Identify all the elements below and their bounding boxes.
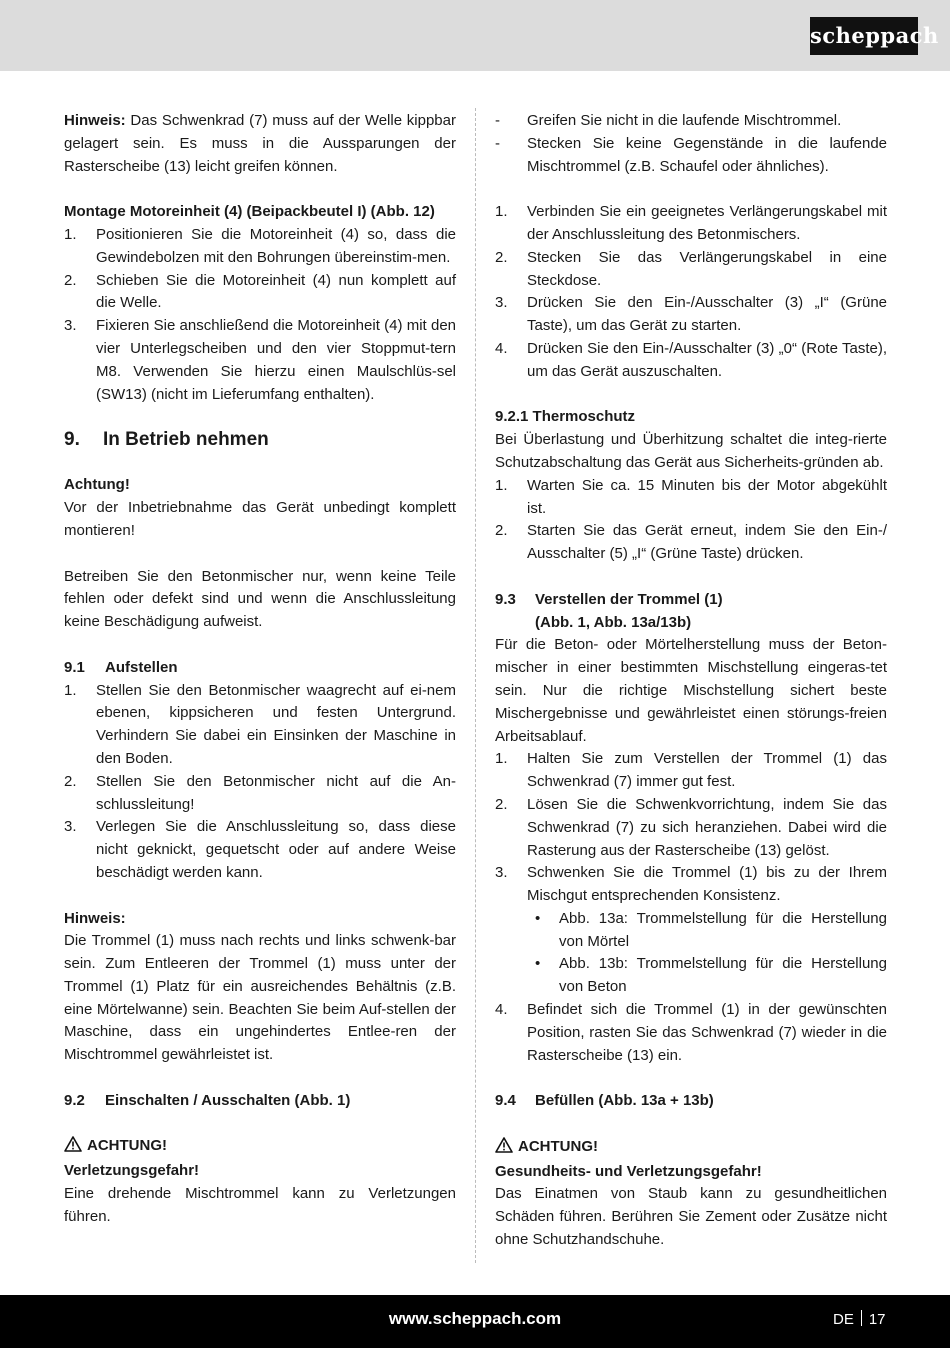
scheppach-logo: scheppach bbox=[810, 17, 918, 55]
achtung-label: Achtung! bbox=[64, 476, 130, 494]
item-text: Befindet sich die Trommel (1) in der gewünschten Position, rasten Sie das Schwenkrad (7) wieder in die Rasterscheibe (13) ein. bbox=[527, 1001, 887, 1064]
betreiben-paragraph: Betreiben Sie den Betonmischer nur, wenn keine Teile fehlen oder defekt sind und wenn die Anschlussleitung keine Beschädigung aufweist. bbox=[64, 567, 456, 631]
switch-steps bbox=[495, 201, 887, 383]
list-item bbox=[64, 816, 456, 884]
item-number: 1. bbox=[495, 203, 508, 221]
item-number: 3. bbox=[495, 294, 508, 312]
list-item bbox=[495, 201, 887, 247]
item-text: Abb. 13a: Trommelstellung für die Herstellung von Mörtel bbox=[559, 909, 887, 950]
item-text: Drücken Sie den Ein-/Ausschalter (3) „I“ (Grüne Taste), um das Gerät zu starten. bbox=[527, 294, 887, 335]
item-text: Positionieren Sie die Motoreinheit (4) so, dass die Gewindebolzen mit den Bohrungen übereinstim-men. bbox=[96, 225, 456, 266]
warning-text: Das Einatmen von Staub kann zu gesundheitlichen Schäden führen. Berühren Sie Zement oder Zusätze nicht ohne Schutzhandschuhe. bbox=[495, 1185, 887, 1249]
aufstellen-steps bbox=[64, 680, 456, 885]
item-number: 4. bbox=[495, 339, 508, 357]
item-number: 2. bbox=[64, 772, 77, 790]
item-text: Stellen Sie den Betonmischer nicht auf die An-schlussleitung! bbox=[96, 772, 456, 813]
item-text: Warten Sie ca. 15 Minuten bis der Motor abgekühlt ist. bbox=[527, 476, 887, 517]
montage-title: Montage Motoreinheit (4) (Beipackbeutel I) (Abb. 12) bbox=[64, 203, 435, 221]
header-bar bbox=[0, 0, 950, 71]
item-number: 2. bbox=[495, 795, 508, 813]
list-item bbox=[495, 748, 887, 794]
warning-heading bbox=[495, 1136, 887, 1161]
warning-label: ACHTUNG! bbox=[518, 1137, 598, 1155]
item-text: Greifen Sie nicht in die laufende Mischtrommel. bbox=[527, 112, 842, 129]
section-9-2-1-heading: 9.2.1 Thermoschutz bbox=[495, 408, 636, 426]
right-column bbox=[495, 110, 887, 1252]
hinweis-text: Die Trommel (1) muss nach rechts und links schwenk-bar sein. Zum Entleeren der Trommel (1) muss unter der Trommel (1) Platz für ein ausreichendes Behältnis (z.B. eine Mörtelwanne) sein. Beachten Sie beim Auf-stellen der Maschine, dass ein ungehindertes Entlee-ren der Mischtrommel gewährleistet ist. bbox=[64, 932, 456, 1064]
trommel-steps bbox=[495, 748, 887, 1067]
warning-subtitle: Gesundheits- und Verletzungsgefahr! bbox=[495, 1162, 762, 1180]
item-text: Halten Sie zum Verstellen der Trommel (1) das Schwenkrad (7) immer gut fest. bbox=[527, 750, 887, 791]
item-bullet: • bbox=[535, 955, 541, 973]
item-bullet: - bbox=[495, 134, 500, 152]
bullet-item bbox=[495, 908, 887, 954]
section-9-3-heading bbox=[495, 589, 887, 612]
list-item bbox=[495, 247, 887, 293]
item-number: 1. bbox=[495, 750, 508, 768]
thermoschutz-steps bbox=[495, 475, 887, 566]
item-number: 2. bbox=[495, 248, 508, 266]
item-text: Drücken Sie den Ein-/Ausschalter (3) „0“ (Rote Taste), um das Gerät auszuschalten. bbox=[527, 339, 887, 380]
item-text: Stecken Sie das Verlängerungskabel in eine Steckdose. bbox=[527, 248, 887, 289]
item-text: Verbinden Sie ein geeignetes Verlängerungskabel mit der Anschlussleitung des Betonmischers. bbox=[527, 203, 887, 243]
item-text: Abb. 13b: Trommelstellung für die Herstellung von Beton bbox=[559, 955, 887, 996]
section-number: 9.1 bbox=[64, 658, 85, 676]
section-number: 9.4 bbox=[495, 1092, 516, 1110]
section-9-4-heading bbox=[495, 1090, 887, 1113]
hinweis-label: Hinweis: bbox=[64, 112, 126, 129]
dash-list bbox=[495, 110, 887, 178]
warning-subtitle: Verletzungsgefahr! bbox=[64, 1162, 200, 1180]
list-item bbox=[495, 110, 887, 133]
bullet-item bbox=[495, 953, 887, 999]
list-item bbox=[64, 315, 456, 406]
hinweis-label: Hinweis: bbox=[64, 909, 126, 927]
language-code: DE bbox=[833, 1311, 854, 1328]
item-text: Stellen Sie den Betonmischer waagrecht auf ei-nem ebenen, kippsicheren und festen Untergrund. Verhindern Sie dabei ein Einsinken der Maschine in den Boden. bbox=[96, 681, 456, 767]
item-number: 2. bbox=[495, 522, 508, 540]
list-item bbox=[64, 224, 456, 270]
hinweis-text: Das Schwenkrad (7) muss auf der Welle kippbar gelagert sein. Es muss in die Aussparungen der Rasterscheibe (13) leicht greifen können. bbox=[64, 112, 456, 175]
item-number: 3. bbox=[495, 864, 508, 882]
section-9-1-heading bbox=[64, 657, 456, 680]
thermoschutz-text: Bei Überlastung und Überhitzung schaltet die integ-rierte Schutzabschaltung das Gerät aus Sicherheits-gründen ab. bbox=[495, 431, 887, 471]
item-number: 4. bbox=[495, 1001, 508, 1019]
list-item bbox=[64, 270, 456, 316]
item-text: Starten Sie das Gerät erneut, indem Sie den Ein-/ Ausschalter (5) „I“ (Grüne Taste) drücken. bbox=[527, 522, 887, 563]
trommel-text: Für die Beton- oder Mörtelherstellung muss der Beton-mischer in einer bestimmten Mischstellung eingeras-tet sein. Nur die richtige Mischstellung sichert beste Mischergebnisse und gewährleistet einen störungs-freien Arbeitsablauf. bbox=[495, 636, 887, 745]
warning-label: ACHTUNG! bbox=[87, 1137, 167, 1155]
hinweis-paragraph bbox=[64, 110, 456, 178]
column-divider bbox=[475, 108, 476, 1263]
warning-triangle-icon bbox=[495, 1137, 513, 1161]
list-item bbox=[495, 794, 887, 862]
section-number: 9.2 bbox=[64, 1091, 85, 1109]
list-item bbox=[495, 999, 887, 1067]
section-9-2-heading bbox=[64, 1090, 456, 1113]
item-bullet: - bbox=[495, 112, 500, 129]
item-number: 3. bbox=[64, 317, 77, 335]
page-indicator bbox=[833, 1310, 886, 1328]
section-title: Verstellen der Trommel (1) bbox=[535, 590, 723, 608]
website-link[interactable]: www.scheppach.com bbox=[388, 1309, 562, 1328]
item-number: 1. bbox=[64, 225, 77, 243]
section-title: Einschalten / Ausschalten (Abb. 1) bbox=[105, 1091, 351, 1109]
list-item bbox=[495, 133, 887, 179]
chapter-number: 9. bbox=[64, 429, 80, 451]
achtung-text: Vor der Inbetriebnahme das Gerät unbedingt komplett montieren! bbox=[64, 499, 456, 539]
warning-text: Eine drehende Mischtrommel kann zu Verletzungen führen. bbox=[64, 1185, 456, 1225]
page-number: 17 bbox=[868, 1311, 886, 1328]
item-text: Lösen Sie die Schwenkvorrichtung, indem Sie das Schwenkrad (7) zu sich heranziehen. Dabei wird die Rasterung aus der Rasterscheibe (13) gelöst. bbox=[527, 795, 887, 859]
list-item bbox=[495, 338, 887, 384]
item-number: 1. bbox=[495, 476, 508, 494]
item-number: 3. bbox=[64, 818, 77, 836]
item-text: Schieben Sie die Motoreinheit (4) nun komplett auf die Welle. bbox=[96, 271, 456, 312]
item-bullet: • bbox=[535, 909, 541, 927]
warning-triangle-icon bbox=[64, 1136, 82, 1160]
item-text: Stecken Sie keine Gegenstände in die laufende Mischtrommel (z.B. Schaufel oder ähnliches). bbox=[527, 134, 887, 175]
section-9-3-subheading bbox=[495, 612, 887, 635]
warning-heading bbox=[64, 1135, 456, 1160]
footer-bar bbox=[0, 1295, 950, 1348]
list-item bbox=[495, 292, 887, 338]
list-item bbox=[495, 862, 887, 908]
list-item bbox=[64, 680, 456, 771]
item-number: 1. bbox=[64, 681, 77, 699]
montage-steps bbox=[64, 224, 456, 406]
list-item bbox=[495, 520, 887, 566]
item-number: 2. bbox=[64, 271, 77, 289]
section-subtitle: (Abb. 1, Abb. 13a/13b) bbox=[535, 613, 692, 631]
section-title: Aufstellen bbox=[105, 658, 178, 676]
chapter-title: In Betrieb nehmen bbox=[103, 429, 269, 451]
section-title: Befüllen (Abb. 13a + 13b) bbox=[535, 1092, 714, 1110]
item-text: Verlegen Sie die Anschlussleitung so, dass diese nicht geknickt, gequetscht oder auf andere Weise beschädigt werden kann. bbox=[96, 818, 456, 881]
left-column bbox=[64, 110, 456, 1229]
separator bbox=[861, 1310, 862, 1326]
item-text: Schwenken Sie die Trommel (1) bis zu der Ihrem Mischgut entsprechenden Konsistenz. bbox=[527, 864, 887, 905]
section-number: 9.3 bbox=[495, 590, 516, 608]
chapter-heading bbox=[64, 426, 456, 454]
list-item bbox=[64, 771, 456, 817]
item-text: Fixieren Sie anschließend die Motoreinheit (4) mit den vier Unterlegscheiben und den vier Stoppmut-tern M8. Verwenden Sie hierzu einen Maulschlüs-sel (SW13) (nicht im Lieferumfang enthalten). bbox=[96, 317, 456, 403]
list-item bbox=[495, 475, 887, 521]
